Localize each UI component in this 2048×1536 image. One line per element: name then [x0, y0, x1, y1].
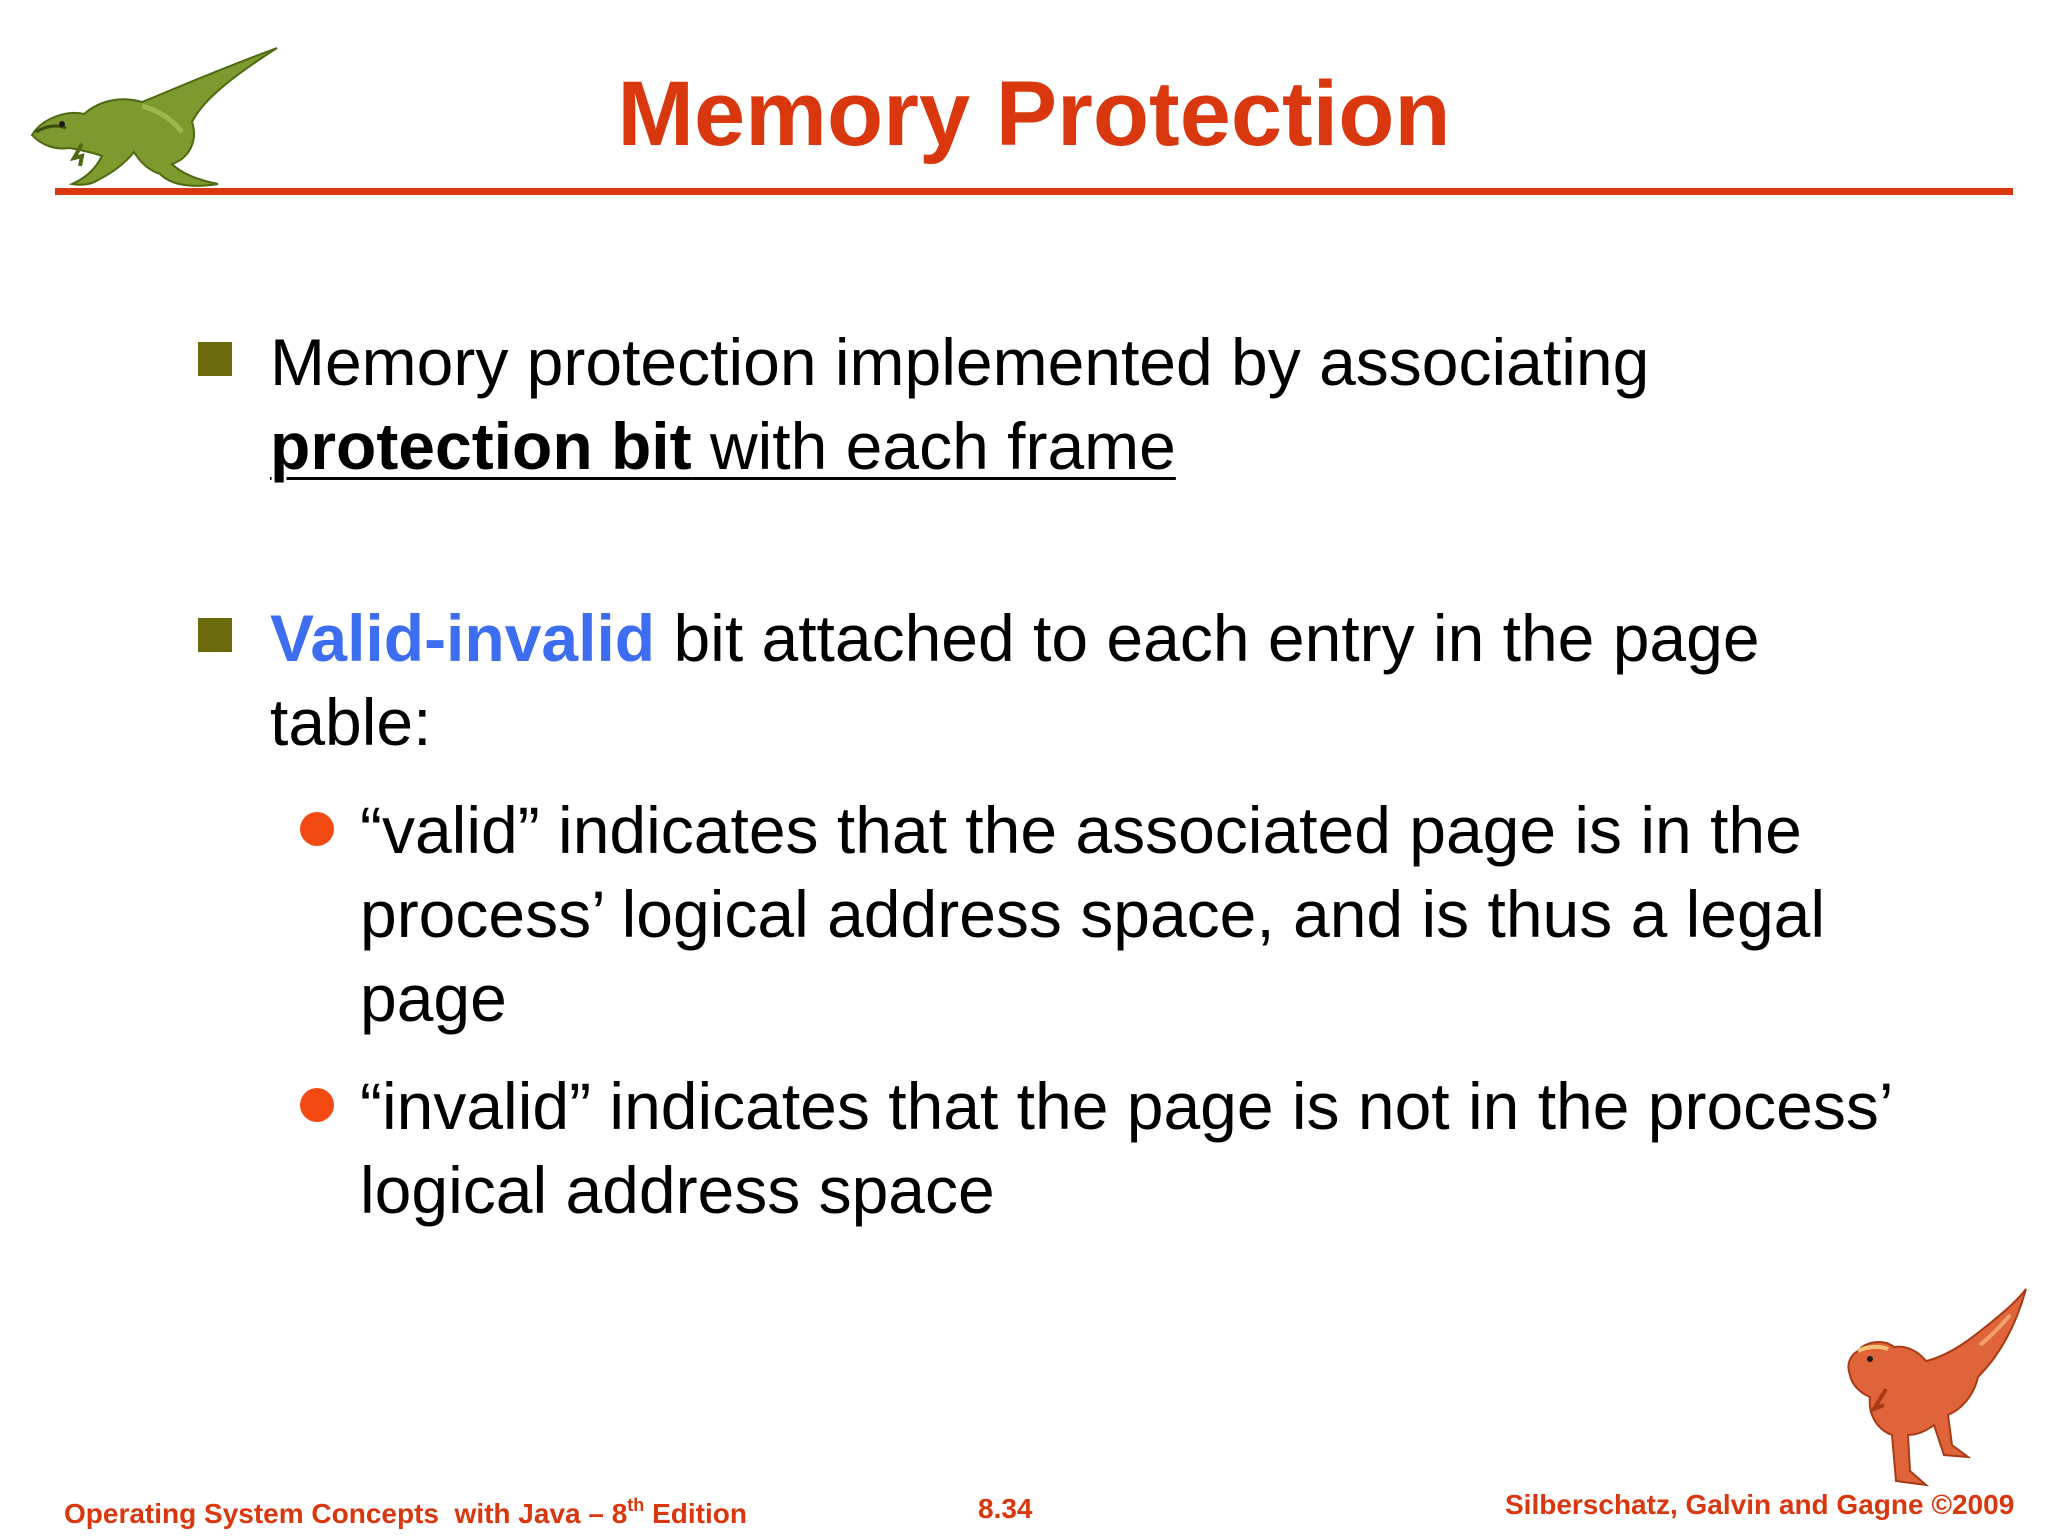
protection-bit-term: protection bit — [270, 409, 692, 483]
footer-title-edition: Edition — [644, 1498, 747, 1529]
bullet-valid-invalid — [270, 596, 1920, 764]
valid-invalid-term: Valid-invalid — [270, 601, 656, 675]
square-bullet-icon — [198, 618, 232, 652]
bullet-text: bit attached to each entry in the page table: — [270, 601, 1760, 759]
slide-title: Memory Protection — [617, 63, 1451, 165]
round-bullet-icon — [300, 1088, 334, 1122]
square-bullet-icon — [198, 342, 232, 376]
bullet-text: Memory protection implemented by associating — [270, 325, 1650, 399]
bullet-text: with each frame — [691, 409, 1176, 483]
sub-bullet-invalid — [360, 1064, 1960, 1232]
sub-bullet-text: “invalid” indicates that the page is not in the process’ logical address space — [360, 1069, 1892, 1227]
footer-page-number: 8.34 — [978, 1493, 1033, 1524]
footer-book-title — [64, 1495, 747, 1530]
footer-title-text: Operating System Concepts with Java – 8 — [64, 1498, 628, 1529]
bullet-memory-protection — [270, 320, 1920, 488]
round-bullet-icon — [300, 812, 334, 846]
sub-bullet-valid — [360, 788, 1960, 1040]
red-dinosaur-icon — [1830, 1285, 2030, 1490]
footer-title-sup: th — [627, 1495, 645, 1515]
sub-bullet-text: “valid” indicates that the associated page is in the process’ logical address space, and is thus a legal page — [360, 793, 1826, 1035]
footer-copyright: Silberschatz, Galvin and Gagne ©2009 — [1505, 1489, 2015, 1520]
